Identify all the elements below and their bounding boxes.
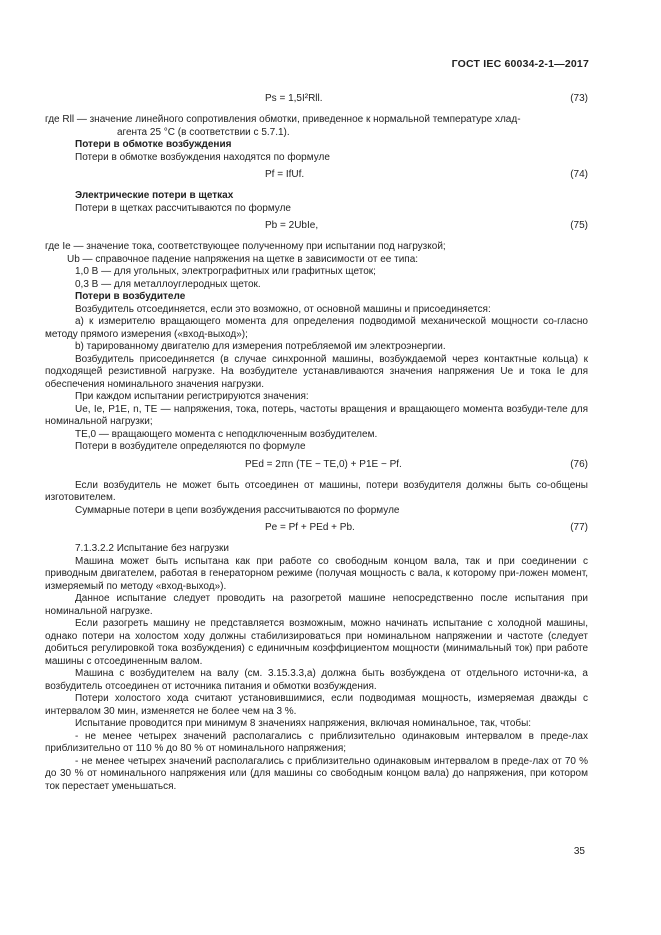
no-load-para-5: Потери холостого хода считают установившимися, если подводимая мощность, измеряемая дважды с интервалом 30 мин, изменяется не более чем на 3 %. (45, 693, 588, 717)
where-73-line1: где Rll — значение линейного сопротивления обмотки, приведенное к нормальной температуре хлад- (45, 114, 521, 125)
formula-77-number: (77) (570, 522, 588, 533)
exciter-para-3: b) тарированному двигателю для измерения потребляемой им электроэнергии. (75, 341, 446, 352)
section-heading-no-load: 7.1.3.2.2 Испытание без нагрузки (75, 543, 230, 554)
exciter-para-2: а) к измерителю вращающего момента для определения подводимой механической мощности со-гласно методу прямого измерения («вход-выход»); (45, 316, 588, 340)
no-load-para-4: Машина с возбудителем на валу (см. 3.15.3.3,a) должна быть возбуждена от отдельного источни-ка, а возбудитель отсоединен от источника питания и обмотки возбуждения. (45, 668, 588, 692)
heading-exciter-losses: Потери в возбудителе (75, 291, 186, 302)
exciter-para-7: TE,0 — вращающего момента с неподключенным возбудителем. (75, 428, 378, 440)
no-load-list-item-2: - не менее четырех значений располагались с приблизительно одинаковым интервалом в преде-лах от 70 % до 30 % от номинального напряжения или (для машины со свободным концом вала) до напряжения, при котором ток перестает уменьшаться. (45, 755, 588, 792)
formula-74-text: Pf = IfUf. (265, 169, 305, 180)
formula-73-text: Ps = 1,5I²Rll. (265, 93, 323, 104)
formula-74-number: (74) (570, 169, 588, 180)
exciter-para-4: Возбудитель присоединяется (в случае синхронной машины, возбуждаемой через контактные кольца) к подходящей резистивной нагрузке. На возбудителе устанавливаются значения напряжения Ue и тока Ie для обеспечения номинального значения нагрузки. (45, 353, 588, 390)
where-75-line3: 1,0 В — для угольных, электрографитных или графитных щеток; (75, 266, 376, 277)
formula-76-text: PEd = 2πn (TE − TE,0) + P1E − Pf. (245, 458, 402, 470)
no-load-para-1: Машина может быть испытана как при работе со свободным концом вала, так и при соединении с приводным двигателем, работая в генераторном режиме (получая мощность с вала, к которому при-ложен момент, измеряемый по методу «вход-выход»). (45, 555, 588, 592)
exciter-para-6: Ue, Ie, P1E, n, TE — напряжения, тока, потерь, частоты вращения и вращающего момента возбуди-теле для номинальной нагрузки; (45, 403, 588, 427)
formula-74 (45, 169, 588, 184)
no-load-list-item-1: - не менее четырех значений располагались с приблизительно одинаковым интервалом в преде-лах приблизительно от 110 % до 80 % от номинального напряжения; (45, 730, 588, 754)
formula-75-text: Pb = 2UbIe, (265, 220, 319, 231)
formula-77 (45, 522, 588, 537)
where-73-line2: агента 25 °С (в соответствии с 5.7.1). (117, 126, 290, 138)
where-75-line4: 0,3 В — для металлоуглеродных щеток. (75, 278, 261, 290)
where-75-line1: где Ie — значение тока, соответствующее полученному при испытании под нагрузкой; (45, 241, 446, 252)
exciter-para-5: При каждом испытании регистрируются значения: (75, 391, 309, 402)
heading-field-losses: Потери в обмотке возбуждения (75, 139, 232, 150)
para-field-losses: Потери в обмотке возбуждения находятся по формуле (75, 151, 330, 163)
para-after-76: Если возбудитель не может быть отсоединен от машины, потери возбудителя должны быть со-общены изготовителем. (45, 479, 588, 503)
heading-brush-losses: Электрические потери в щетках (75, 190, 234, 201)
no-load-para-3: Если разогреть машину не представляется возможным, можно начинать испытание с холодной машины, однако потери на холостом ходу должны стабилизироваться при номинальном напряжении и частоте (следует добиться регулировкой тока возбуждения) с единичным коэффициентом мощности (минимальный ток) при работе машины с отсоединенным валом. (45, 618, 588, 667)
formula-73 (45, 93, 588, 108)
page-content (45, 88, 588, 793)
formula-76-number: (76) (570, 458, 588, 470)
standard-header: ГОСТ IEC 60034-2-1—2017 (451, 58, 589, 70)
formula-75 (45, 220, 588, 235)
formula-75-number: (75) (570, 220, 588, 231)
para-total-excitation: Суммарные потери в цепи возбуждения рассчитываются по формуле (75, 504, 400, 516)
no-load-para-6: Испытание проводится при минимум 8 значениях напряжения, включая номинальное, так, чтобы: (75, 718, 532, 729)
where-75-line2: Ub — справочное падение напряжения на щетке в зависимости от ее типа: (67, 253, 419, 265)
para-brush-losses: Потери в щетках рассчитываются по формуле (75, 202, 291, 214)
exciter-para-8: Потери в возбудителе определяются по формуле (75, 441, 306, 452)
formula-77-text: Pe = Pf + PEd + Pb. (265, 522, 355, 533)
formula-76 (45, 459, 588, 474)
exciter-para-1: Возбудитель отсоединяется, если это возможно, от основной машины и присоединяется: (75, 303, 491, 315)
no-load-para-2: Данное испытание следует проводить на разогретой машине непосредственно после испытания при номинальной нагрузке. (45, 593, 588, 617)
page-number: 35 (573, 846, 585, 857)
formula-73-number: (73) (570, 93, 588, 104)
